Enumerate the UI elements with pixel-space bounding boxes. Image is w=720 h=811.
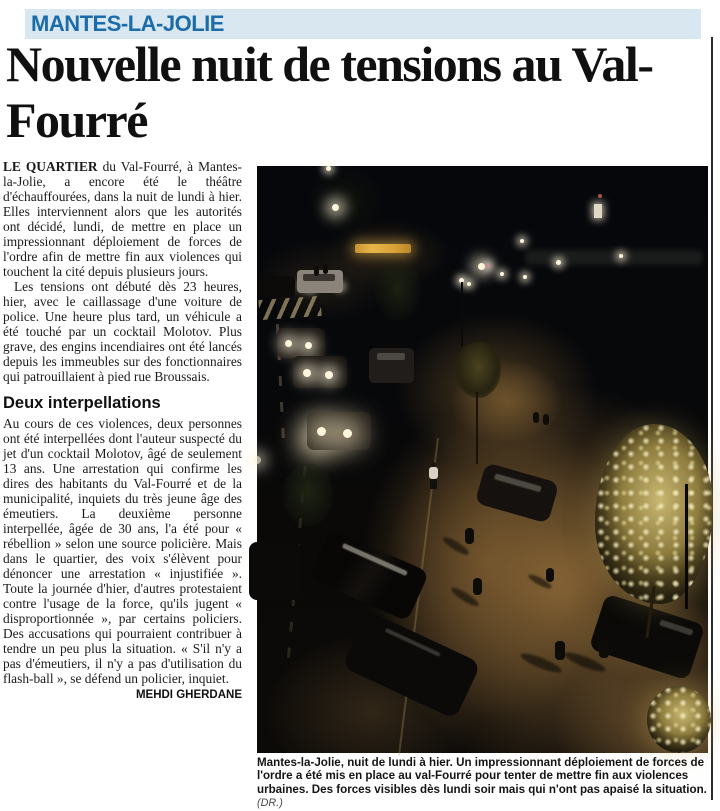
street-lamp-light xyxy=(467,282,471,286)
pink-light xyxy=(486,264,490,268)
photo-person xyxy=(543,414,549,425)
photo-bus-shelter-light xyxy=(355,244,411,253)
photo-person xyxy=(555,641,565,660)
paragraph-lead-in: LE QUARTIER xyxy=(3,159,98,174)
caption-body: Un impressionnant déploiement de forces de l'ordre a été mis en place au val-Fourré pour tenter de mettre fin aux violences urbaines. Des forces visibles dès lundi soir mais qui n'ont pas apaisé la situation. xyxy=(257,756,707,796)
person-legs xyxy=(430,479,437,489)
lamp-post xyxy=(685,484,688,609)
street-lamp-light xyxy=(332,204,339,211)
article-subhead: Deux interpellations xyxy=(3,394,161,412)
car-reflection xyxy=(659,619,693,635)
photo-tree-silhouette xyxy=(375,261,421,321)
person-torso xyxy=(429,467,438,479)
headlight xyxy=(317,427,326,436)
photo-parked-white-car xyxy=(297,270,343,293)
street-lamp-light xyxy=(478,263,485,270)
street-lamp-light xyxy=(619,254,623,258)
photo-dark-car xyxy=(259,276,295,297)
kicker-strip xyxy=(25,9,701,39)
kicker-label: MANTES-LA-JOLIE xyxy=(31,11,224,36)
photo-car-headlights xyxy=(277,328,325,358)
article-photo xyxy=(257,166,708,753)
caption-lead: Mantes-la-Jolie, nuit de lundi à hier. xyxy=(257,756,453,769)
headlight xyxy=(305,342,312,349)
photo-person xyxy=(599,639,609,658)
photo-person xyxy=(323,264,328,274)
photo-tree xyxy=(283,464,333,526)
column-divider-rule xyxy=(711,37,713,800)
street-lamp-light xyxy=(523,275,527,279)
headlight xyxy=(285,340,292,347)
photo-credit: (DR.) xyxy=(257,797,283,810)
photo-person-white-shirt xyxy=(429,462,438,490)
photo-lit-tree xyxy=(595,424,713,604)
article-column xyxy=(3,159,242,701)
photo-caption xyxy=(257,756,709,811)
street-lamp-light xyxy=(500,272,504,276)
photo-tree xyxy=(455,342,501,398)
car-windshield xyxy=(377,353,405,360)
photo-person xyxy=(533,412,539,423)
headlight xyxy=(303,369,311,377)
author-byline: MEHDI GHERDANE xyxy=(135,689,242,701)
paragraph-1-text: du Val-Fourré, à Mantes-la-Jolie, a encore été le théâtre d'échauffourées, dans la nuit de lundi à hier. Elles interviennent alors que les autorités ont décidé, lundi, de mettre en place un impressionnant déploiement de forces de l'ordre afin de mettre fin aux violences qui touchent la cité depuis plusieurs jours. xyxy=(3,159,242,279)
paragraph-2: Les tensions ont débuté dès 23 heures, hier, avec le caillassage d'une voiture de police. Une heure plus tard, un véhicule a été touché par un cocktail Molotov. Plus grave, des engins incendiaires ont été lancés depuis les immeubles sur des fonctionnaires qui patrouillaient à pied rue Broussais. xyxy=(3,279,242,384)
car-reflection xyxy=(494,473,542,492)
car-window xyxy=(303,274,335,281)
street-lamp-light xyxy=(253,456,261,464)
headlight xyxy=(325,371,333,379)
photo-car-headlights xyxy=(307,412,371,450)
paragraph-1 xyxy=(3,159,242,279)
paragraph-3: Au cours de ces violences, deux personnes ont été interpellées dont l'auteur suspecté du jet d'un cocktail Molotov, âgé de seulement 13 ans. Une arrestation qui confirme les dires des habitants du Val-Fourré et de la municipalité, inquiets du très jeune âge des émeutiers. La deuxième personne interpellée, âgée de 30 ans, l'a été pour « rébellion » selon une source policière. Mais dans le quartier, des voix s'élèvent pour dénoncer une arrestation « injustifiée ». Toute la journée d'hier, d'autres protestaient contre l'usage de la force, qu'ils jugent « disproportionnée », par certains policiers. Des accusations qui pourraient contribuer à tendre un peu plus la situation. « S'il n'y a pas d'émeutiers, il n'y a pas d'utilisation du flash-ball », se défend un policier, inquiet. xyxy=(3,416,242,686)
photo-gray-car xyxy=(369,348,414,383)
photo-lit-bush xyxy=(647,686,711,753)
photo-person xyxy=(465,528,474,544)
photo-person xyxy=(473,578,482,595)
red-signal-light xyxy=(598,194,602,198)
street-lamp-light xyxy=(520,239,524,243)
headlight xyxy=(343,429,352,438)
street-lamp-light xyxy=(326,166,331,171)
article-headline: Nouvelle nuit de tensions au Val-Fourré xyxy=(6,36,653,148)
photo-distant-lights-band xyxy=(525,250,703,265)
street-lamp-light xyxy=(556,260,561,265)
photo-car-headlights xyxy=(293,356,347,388)
lamp-post xyxy=(461,282,463,346)
photo-person xyxy=(314,266,319,276)
lit-window xyxy=(594,204,602,218)
photo-person xyxy=(546,568,554,582)
photo-parked-car xyxy=(249,542,301,600)
tree-trunk xyxy=(476,392,478,464)
photo-tree-silhouette xyxy=(309,166,383,236)
